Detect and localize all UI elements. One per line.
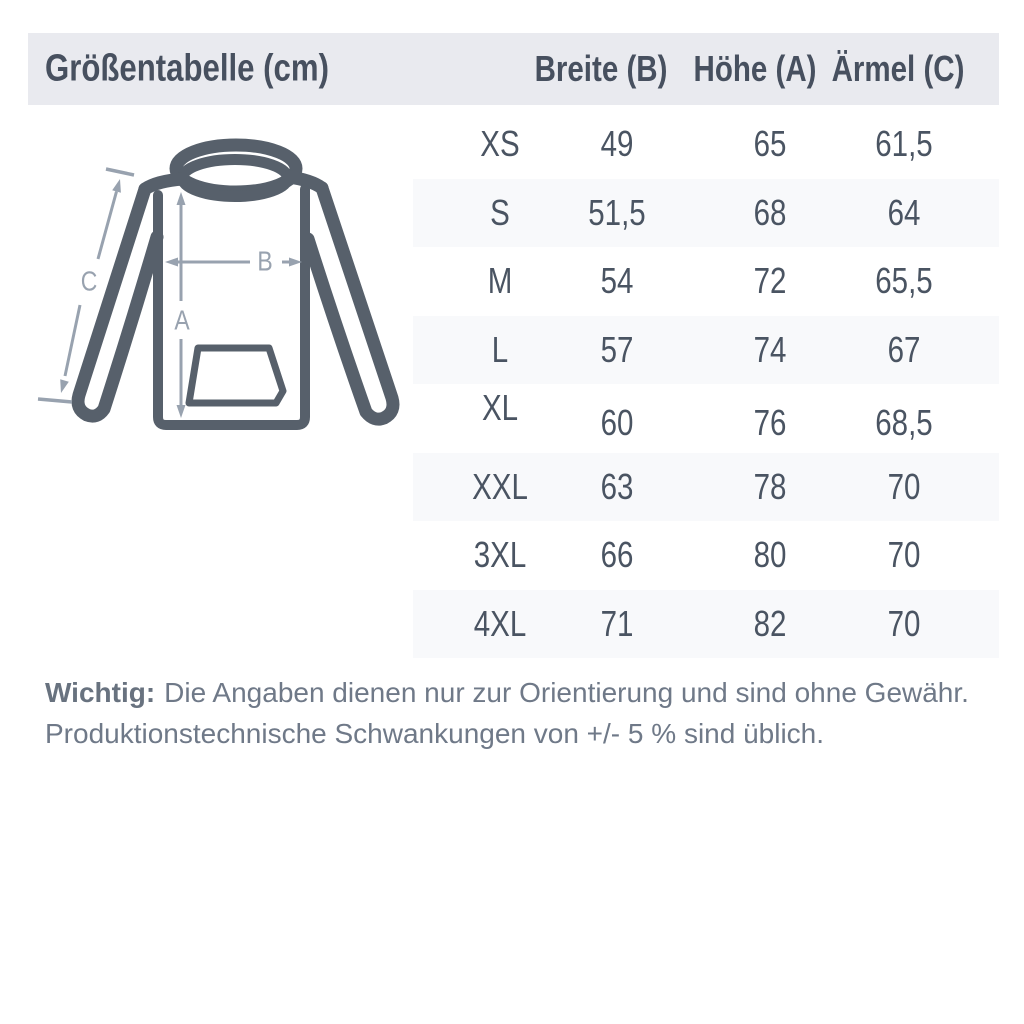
table-row xyxy=(413,521,999,590)
kangaroo-pocket xyxy=(189,348,283,403)
size-label: XXL xyxy=(472,465,528,507)
breite-value: 51,5 xyxy=(588,191,646,233)
dim-c-tick-bottom xyxy=(38,399,72,402)
left-sleeve xyxy=(78,189,157,416)
aermel-value: 61,5 xyxy=(875,123,933,165)
aermel-value: 65,5 xyxy=(875,260,933,302)
table-row xyxy=(413,384,999,453)
aermel-value: 70 xyxy=(887,602,921,644)
dim-c-arrowhead-top xyxy=(112,179,121,193)
hoehe-value: 65 xyxy=(753,123,787,165)
footnote-prefix: Wichtig: xyxy=(45,677,156,708)
dim-c-arrowhead-bottom xyxy=(60,379,69,393)
breite-value: 54 xyxy=(600,260,634,302)
hoehe-value: 72 xyxy=(753,260,787,302)
breite-value: 49 xyxy=(600,123,634,165)
breite-value: 63 xyxy=(600,465,634,507)
aermel-value: 68,5 xyxy=(875,402,933,444)
column-header-hoehe: Höhe (A) xyxy=(693,48,817,89)
table-row xyxy=(413,247,999,316)
breite-value: 71 xyxy=(600,602,634,644)
hoodie-illustration xyxy=(35,125,405,445)
footnote xyxy=(45,672,975,754)
hoehe-value: 68 xyxy=(753,191,787,233)
table-row xyxy=(413,590,999,659)
breite-value: 60 xyxy=(600,402,634,444)
column-header-aermel: Ärmel (C) xyxy=(831,48,965,89)
page-title: Größentabelle (cm) xyxy=(45,47,329,90)
table-row xyxy=(413,453,999,522)
table-row xyxy=(413,179,999,248)
dim-a-arrowhead-bottom xyxy=(177,405,186,418)
hoodie-outline xyxy=(78,145,393,425)
size-label: L xyxy=(491,328,509,370)
size-table xyxy=(413,110,999,658)
size-label: XL xyxy=(481,387,519,429)
size-label: 3XL xyxy=(473,534,527,576)
hoehe-value: 78 xyxy=(753,465,787,507)
hoehe-value: 76 xyxy=(753,402,787,444)
footnote-text-1: Die Angaben dienen nur zur Orientierung und sind ohne Gewähr. xyxy=(164,677,969,708)
table-header-bar xyxy=(28,33,999,105)
size-label: M xyxy=(487,260,513,302)
hoehe-value: 80 xyxy=(753,534,787,576)
hoehe-value: 74 xyxy=(753,328,787,370)
size-label: XS xyxy=(480,123,520,165)
dim-b-arrowhead-left xyxy=(165,258,178,267)
table-row xyxy=(413,316,999,385)
aermel-value: 70 xyxy=(887,534,921,576)
breite-value: 57 xyxy=(600,328,634,370)
hoodie-diagram xyxy=(35,125,405,445)
hoehe-value: 82 xyxy=(753,602,787,644)
aermel-value: 67 xyxy=(887,328,921,370)
right-sleeve xyxy=(308,188,393,419)
footnote-line-1 xyxy=(45,672,975,713)
dim-a-arrowhead-top xyxy=(177,192,186,205)
dim-label-b: B xyxy=(257,246,273,278)
dim-label-c: C xyxy=(80,266,98,298)
breite-value: 66 xyxy=(600,534,634,576)
dim-c-tick-top xyxy=(106,169,134,175)
table-row xyxy=(413,110,999,179)
aermel-value: 70 xyxy=(887,465,921,507)
column-header-breite: Breite (B) xyxy=(534,48,668,89)
aermel-value: 64 xyxy=(887,191,921,233)
size-label: 4XL xyxy=(473,602,527,644)
size-label: S xyxy=(490,191,510,233)
dim-label-a: A xyxy=(174,305,190,337)
footnote-line-2: Produktionstechnische Schwankungen von +/- 5 % sind üblich. xyxy=(45,718,825,749)
